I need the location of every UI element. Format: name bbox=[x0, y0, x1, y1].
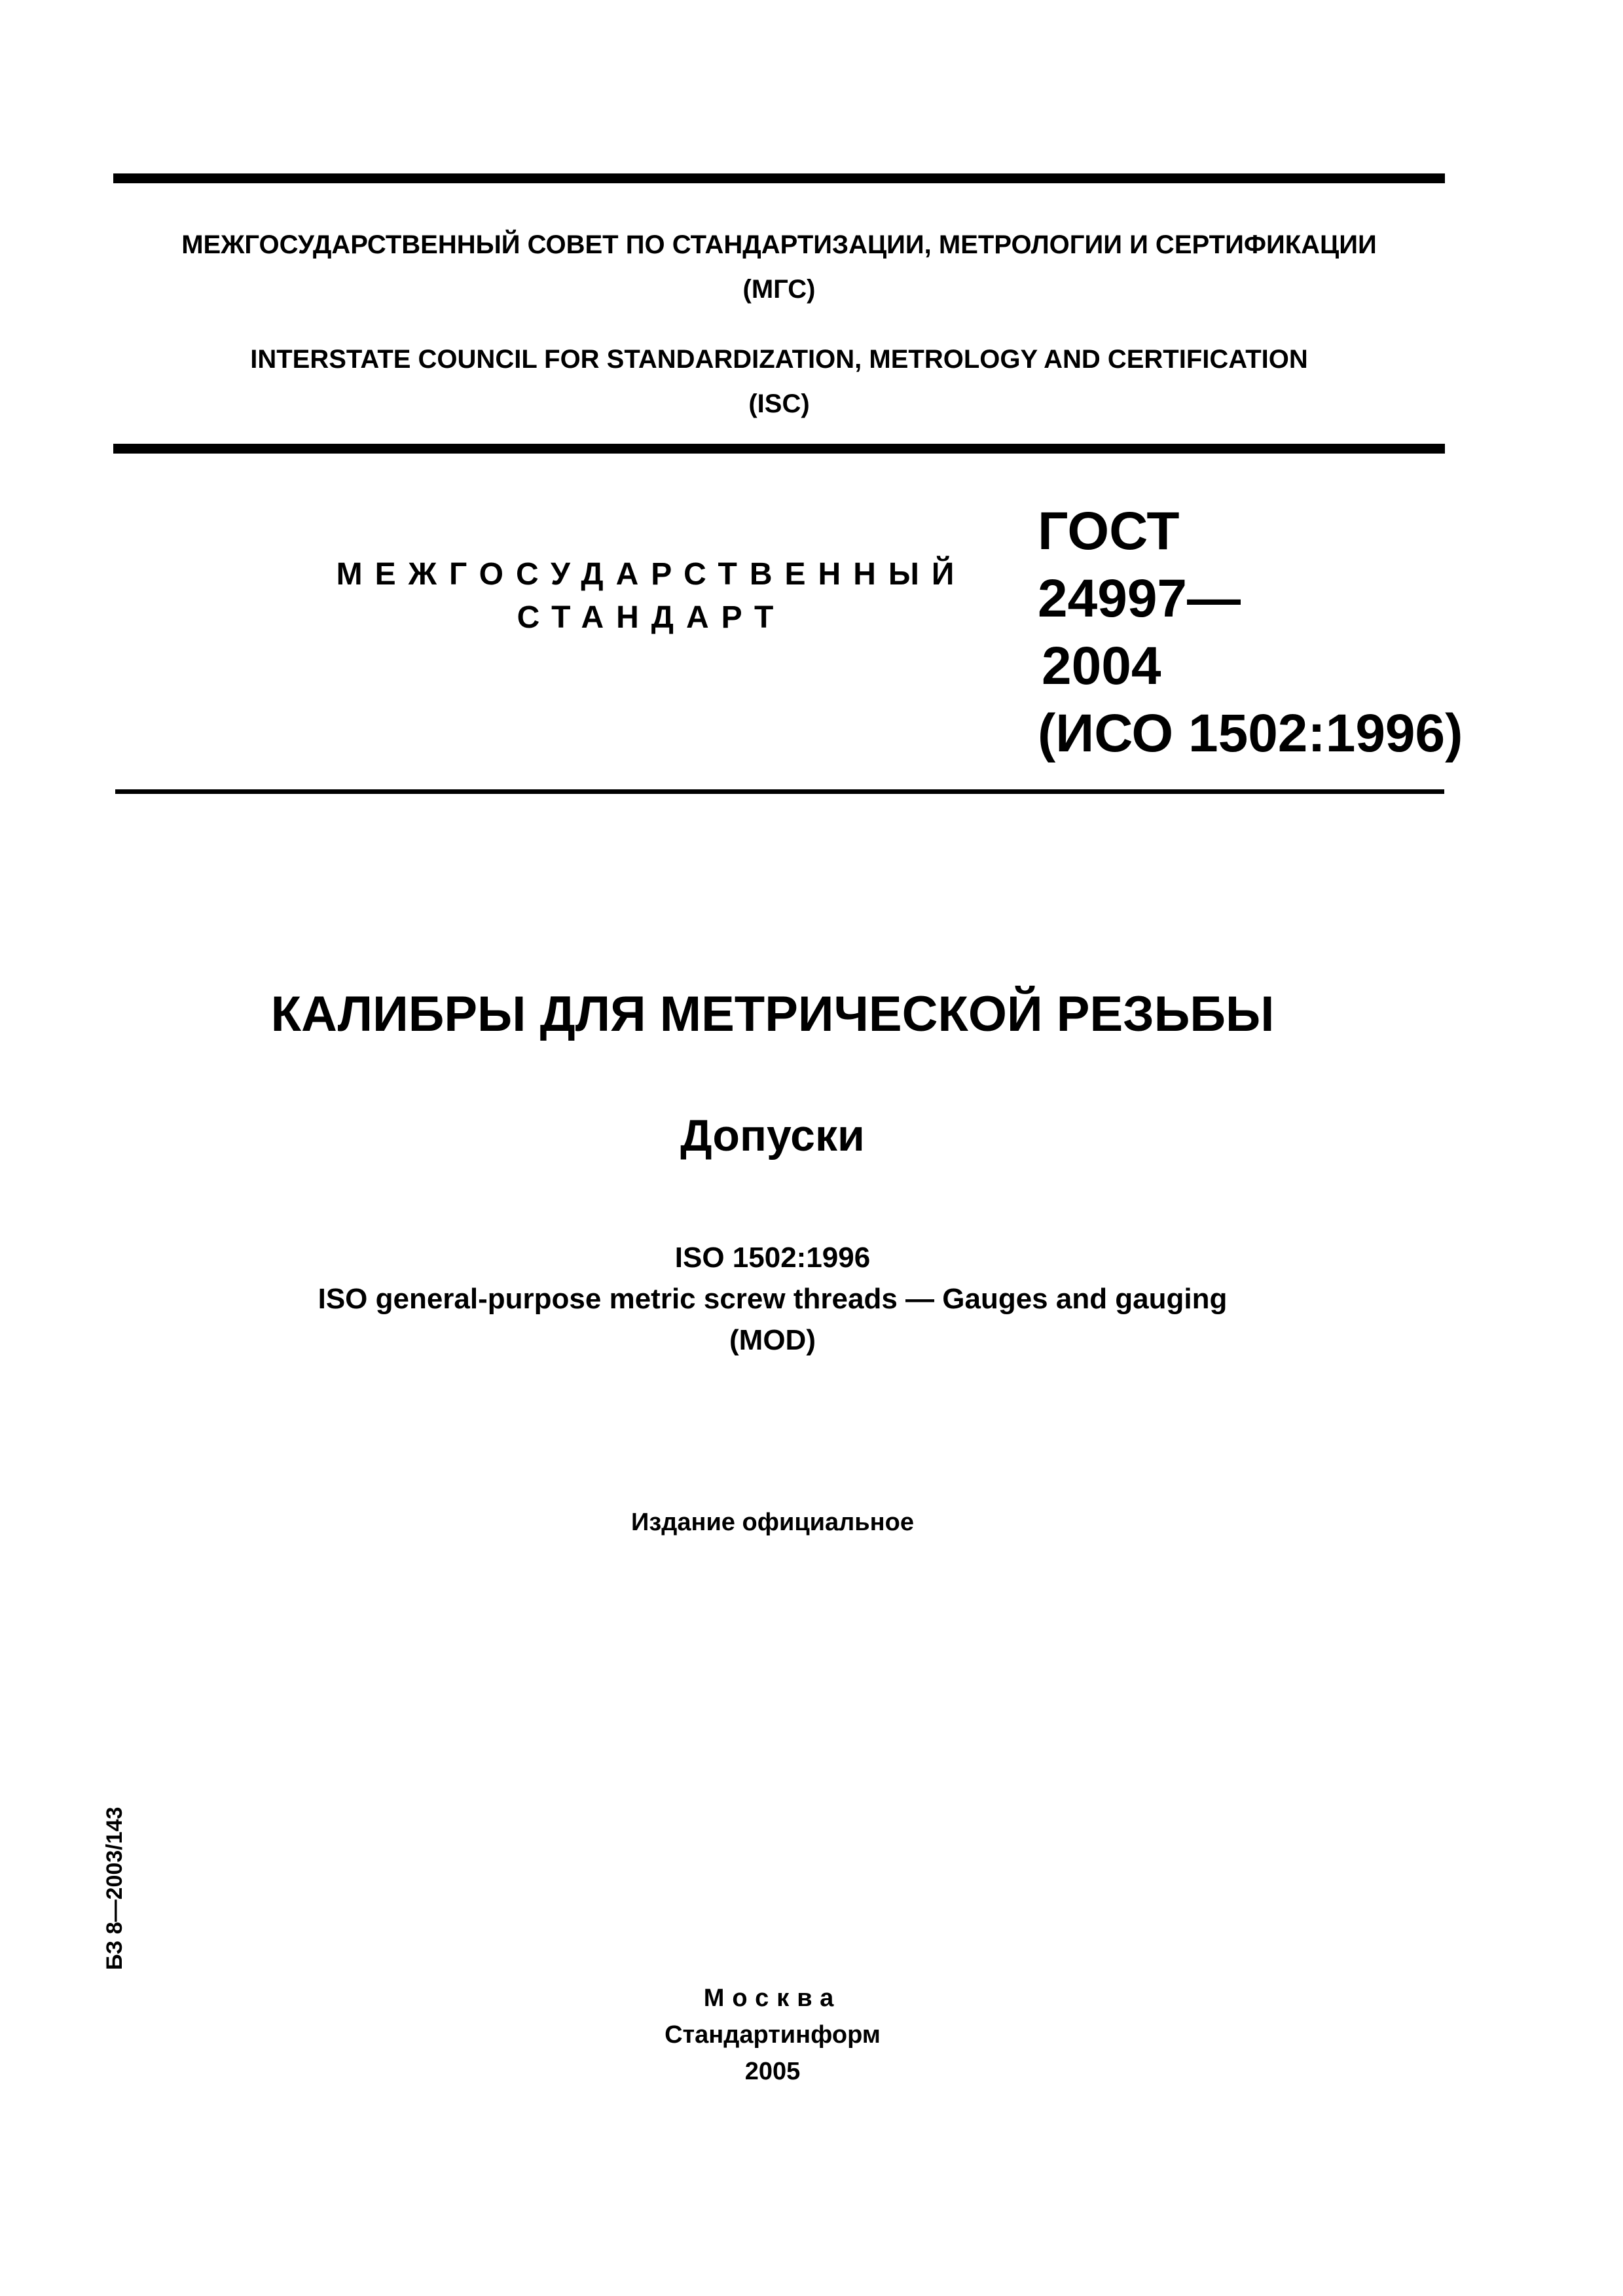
standard-type-line2: СТАНДАРТ bbox=[517, 600, 786, 635]
standard-type-line1: МЕЖГОСУДАРСТВЕННЫЙ bbox=[336, 557, 967, 592]
publication-city: Москва bbox=[703, 1984, 842, 2012]
gost-designation bbox=[1038, 497, 1463, 767]
standard-type bbox=[262, 553, 1041, 639]
gost-number: 24997— bbox=[1038, 569, 1241, 628]
council-ru-abbr: (МГС) bbox=[742, 275, 816, 304]
iso-degree: (MOD) bbox=[729, 1324, 816, 1356]
document-title: КАЛИБРЫ ДЛЯ МЕТРИЧЕСКОЙ РЕЗЬБЫ bbox=[270, 986, 1275, 1042]
iso-title: ISO general-purpose metric screw threads — Gauges and gauging bbox=[318, 1283, 1228, 1315]
council-name-ru bbox=[0, 223, 1558, 312]
gost-year: 2004 bbox=[1042, 636, 1161, 696]
council-name-en bbox=[0, 337, 1558, 426]
header-bottom-rule bbox=[115, 789, 1444, 794]
middle-rule bbox=[113, 444, 1445, 454]
publisher-name: Стандартинформ bbox=[665, 2021, 881, 2049]
publication-footer bbox=[0, 1980, 1545, 2090]
document-subtitle: Допуски bbox=[680, 1111, 865, 1160]
council-en-line: INTERSTATE COUNCIL FOR STANDARDIZATION, METROLOGY AND CERTIFICATION bbox=[250, 345, 1308, 374]
iso-reference bbox=[0, 1237, 1545, 1361]
publication-year: 2005 bbox=[744, 2058, 801, 2085]
council-ru-line: МЕЖГОСУДАРСТВЕННЫЙ СОВЕТ ПО СТАНДАРТИЗАЦИИ, МЕТРОЛОГИИ И СЕРТИФИКАЦИИ bbox=[181, 230, 1377, 259]
gost-label: ГОСТ bbox=[1038, 501, 1180, 561]
top-rule bbox=[113, 173, 1445, 183]
iso-equivalent: (ИСО 1502:1996) bbox=[1038, 704, 1463, 763]
iso-code: ISO 1502:1996 bbox=[674, 1242, 871, 1274]
edition-label: Издание официальное bbox=[631, 1509, 914, 1536]
council-en-abbr: (ISC) bbox=[748, 389, 810, 418]
side-code: БЗ 8—2003/143 bbox=[102, 1806, 127, 1970]
